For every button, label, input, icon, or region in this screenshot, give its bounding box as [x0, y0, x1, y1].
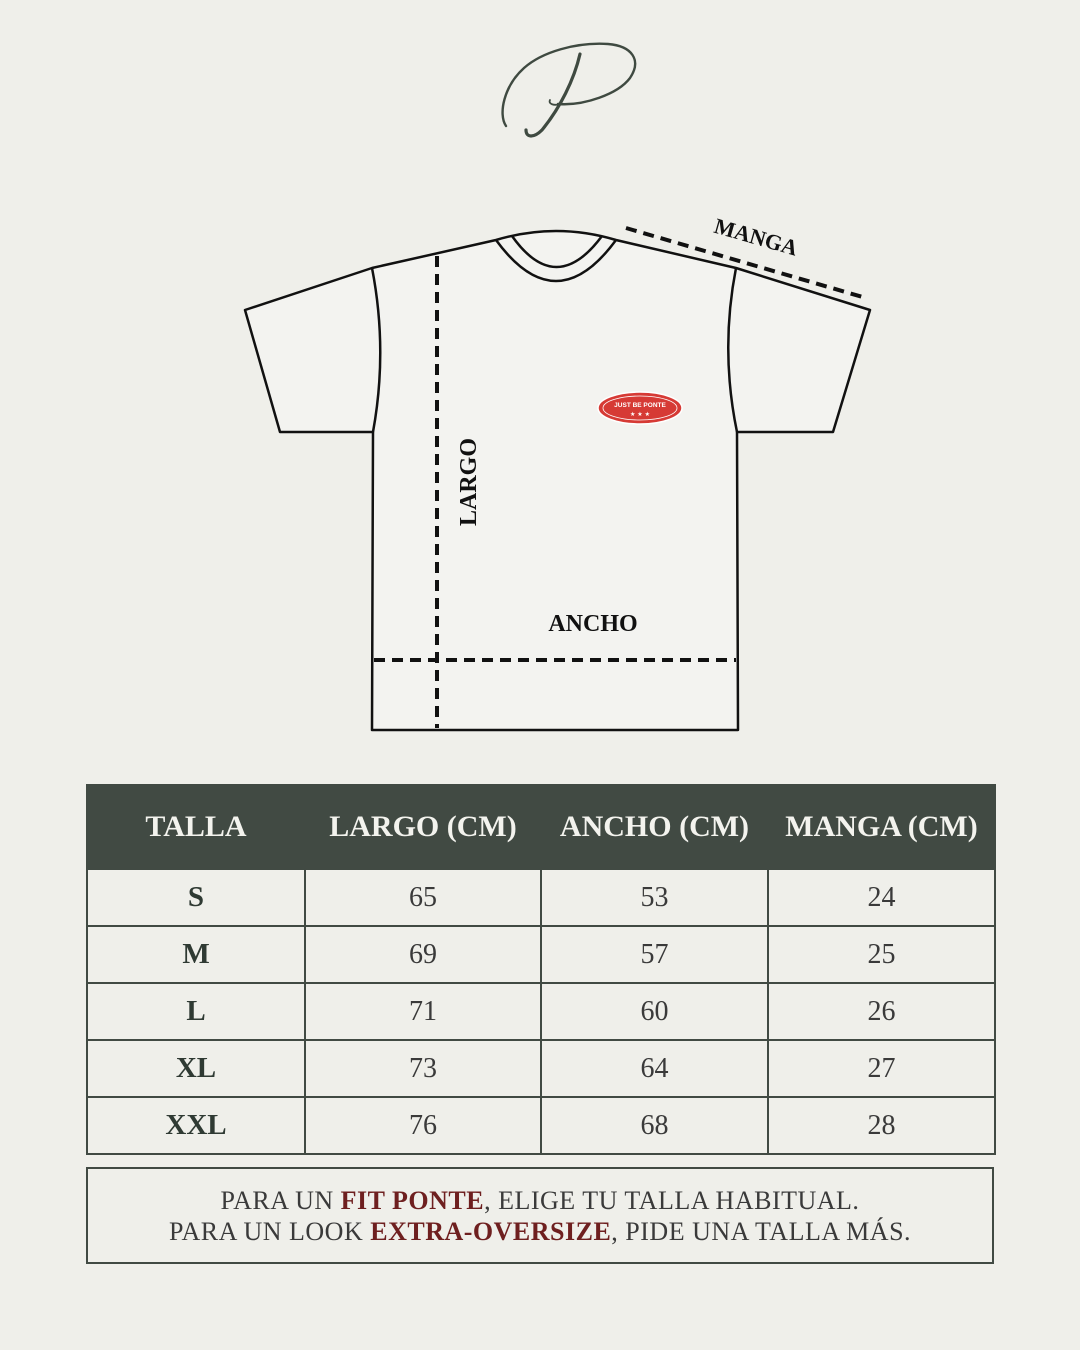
tshirt-diagram — [230, 200, 880, 745]
table-row — [87, 869, 995, 926]
ancho-cell: 64 — [541, 1040, 768, 1097]
note-highlight: EXTRA-OVERSIZE — [370, 1216, 612, 1246]
size-cell: L — [87, 983, 305, 1040]
manga-cell: 27 — [768, 1040, 995, 1097]
table-row — [87, 1097, 995, 1154]
fit-note — [86, 1167, 994, 1264]
table-row — [87, 1040, 995, 1097]
largo-cell: 73 — [305, 1040, 541, 1097]
largo-cell: 69 — [305, 926, 541, 983]
tshirt-outline — [245, 231, 870, 730]
note-text: , PIDE UNA TALLA MÁS. — [611, 1216, 912, 1246]
ancho-cell: 57 — [541, 926, 768, 983]
badge-text: JUST BE PONTE — [614, 402, 666, 409]
note-text: PARA UN — [220, 1185, 341, 1215]
script-p-monogram-icon — [480, 30, 660, 140]
ancho-cell: 68 — [541, 1097, 768, 1154]
manga-cell: 25 — [768, 926, 995, 983]
manga-cell: 28 — [768, 1097, 995, 1154]
manga-label: MANGA — [711, 212, 801, 261]
size-cell: S — [87, 869, 305, 926]
ancho-cell: 53 — [541, 869, 768, 926]
largo-cell: 65 — [305, 869, 541, 926]
table-row — [87, 983, 995, 1040]
ancho-label: ANCHO — [548, 611, 638, 637]
size-chart-table — [86, 784, 996, 1155]
fit-note-line-1 — [88, 1185, 992, 1216]
size-cell: XXL — [87, 1097, 305, 1154]
largo-label: LARGO — [456, 437, 482, 527]
note-text: , ELIGE TU TALLA HABITUAL. — [484, 1185, 860, 1215]
fit-note-line-2 — [88, 1216, 992, 1247]
largo-cell: 71 — [305, 983, 541, 1040]
table-header-row — [87, 785, 995, 869]
largo-cell: 76 — [305, 1097, 541, 1154]
header-largo: LARGO (CM) — [305, 785, 541, 869]
size-cell: M — [87, 926, 305, 983]
manga-cell: 26 — [768, 983, 995, 1040]
size-cell: XL — [87, 1040, 305, 1097]
header-manga: MANGA (CM) — [768, 785, 995, 869]
note-highlight: FIT PONTE — [340, 1185, 485, 1215]
header-talla: TALLA — [87, 785, 305, 869]
brand-badge — [598, 392, 682, 424]
header-ancho: ANCHO (CM) — [541, 785, 768, 869]
table-row — [87, 926, 995, 983]
note-text: PARA UN LOOK — [168, 1216, 371, 1246]
ancho-cell: 60 — [541, 983, 768, 1040]
manga-cell: 24 — [768, 869, 995, 926]
badge-stars: ★ ★ ★ — [630, 411, 650, 418]
